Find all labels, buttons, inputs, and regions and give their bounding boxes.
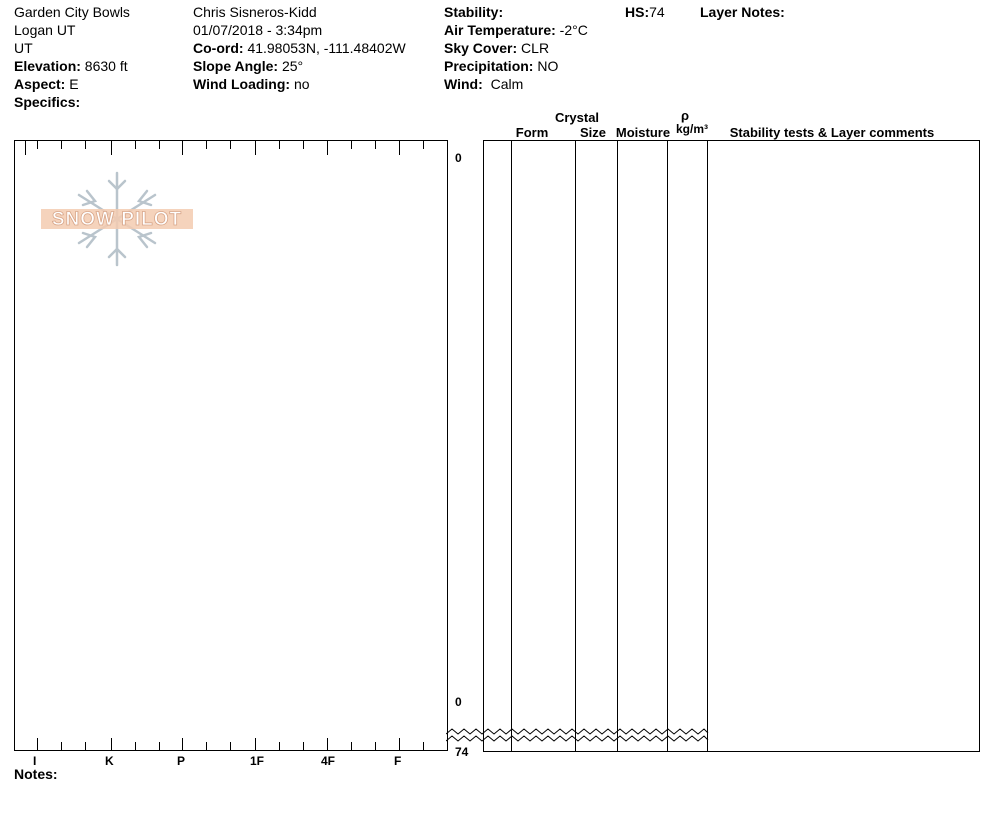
depth-break-zigzag xyxy=(446,728,716,748)
hardness-label-1f: 1F xyxy=(250,754,265,768)
aspect-row xyxy=(14,75,79,93)
density-unit-header: kg/m³ xyxy=(675,122,708,136)
elevation-value: 8630 ft xyxy=(84,58,128,74)
coord-label: Co-ord: xyxy=(193,40,244,56)
aspect-label: Aspect: xyxy=(14,76,66,92)
sky-label: Sky Cover: xyxy=(444,40,518,56)
stability-label: Stability: xyxy=(444,4,504,20)
hardness-label-4f: 4F xyxy=(321,754,336,768)
state: UT xyxy=(14,40,33,56)
region: Logan UT xyxy=(14,22,76,38)
wind-value: Calm xyxy=(490,76,524,92)
depth-top-label: 0 xyxy=(455,151,462,165)
observation-datetime: 01/07/2018 - 3:34pm xyxy=(193,22,323,38)
precip-value: NO xyxy=(537,58,559,74)
elevation-label: Elevation: xyxy=(14,58,81,74)
location-name: Garden City Bowls xyxy=(14,4,130,20)
hardness-label-f: F xyxy=(394,754,402,768)
column-divider xyxy=(667,141,668,751)
snowpilot-logo xyxy=(37,169,197,269)
form-header: Form xyxy=(515,125,549,140)
coord-value: 41.98053N, -111.48402W xyxy=(247,40,406,56)
specifics-label: Specifics: xyxy=(14,94,81,110)
wind-loading-row xyxy=(193,75,310,93)
hs-row xyxy=(625,3,665,21)
hardness-label-k: K xyxy=(105,754,114,768)
precip-label: Precipitation: xyxy=(444,58,534,74)
air-temp-value: -2°C xyxy=(559,22,588,38)
layer-notes-label: Layer Notes: xyxy=(700,4,785,20)
column-divider xyxy=(575,141,576,751)
air-temp-label: Air Temperature: xyxy=(444,22,556,38)
hs-label: HS: xyxy=(625,4,650,20)
precip-row xyxy=(444,57,558,75)
crystal-header: Crystal xyxy=(554,110,600,125)
depth-mid-label: 0 xyxy=(455,695,462,709)
slope-value: 25° xyxy=(281,58,304,74)
observer-name: Chris Sisneros-Kidd xyxy=(193,4,317,20)
column-divider xyxy=(707,141,708,751)
density-symbol: ρ xyxy=(680,108,690,123)
notes-label: Notes: xyxy=(14,766,58,782)
wind-loading-label: Wind Loading: xyxy=(193,76,291,92)
layer-table xyxy=(483,140,980,752)
slope-row xyxy=(193,57,303,75)
sky-row xyxy=(444,39,549,57)
logo-text: SNOW PILOT xyxy=(51,209,183,230)
wind-label: Wind: xyxy=(444,76,483,92)
column-divider xyxy=(617,141,618,751)
hardness-label-i: I xyxy=(33,754,37,768)
sky-value: CLR xyxy=(521,40,550,56)
coord-row xyxy=(193,39,406,57)
column-divider xyxy=(511,141,512,751)
wind-row xyxy=(444,75,523,93)
air-temp-row xyxy=(444,21,588,39)
size-header: Size xyxy=(579,125,606,140)
moisture-header: Moisture xyxy=(615,125,671,140)
slope-label: Slope Angle: xyxy=(193,58,279,74)
comments-header: Stability tests & Layer comments xyxy=(729,125,935,140)
hs-value: 74 xyxy=(649,4,665,20)
aspect-value: E xyxy=(69,76,79,92)
wind-loading-value: no xyxy=(293,76,310,92)
elevation-row xyxy=(14,57,128,75)
depth-bottom-label: 74 xyxy=(455,745,469,759)
hardness-profile-chart xyxy=(14,140,448,751)
hardness-label-p: P xyxy=(177,754,186,768)
